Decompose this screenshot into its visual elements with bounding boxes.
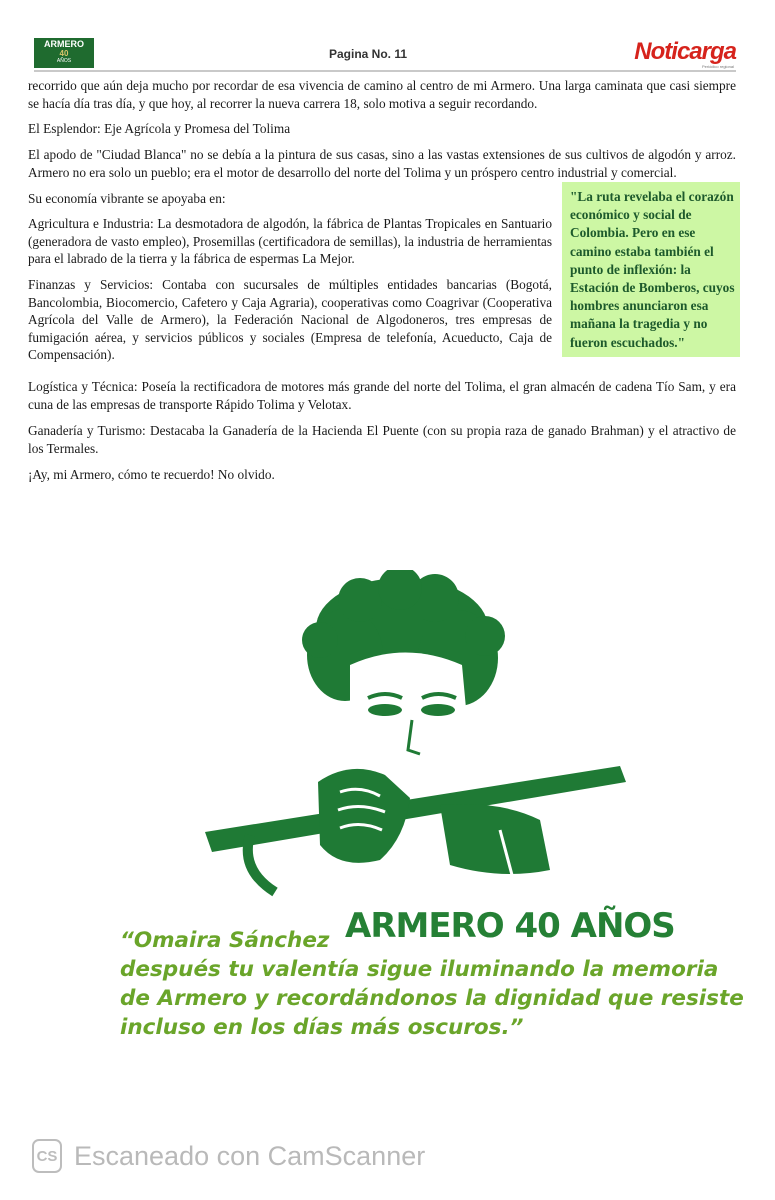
logo-line-3: AÑOS: [56, 58, 72, 64]
armero-40-logo: [34, 38, 94, 68]
section-heading: El Esplendor: Eje Agrícola y Promesa del Tolima: [28, 121, 291, 136]
camscanner-text: Escaneado con CamScanner: [74, 1140, 426, 1171]
article-paragraph-logistics: Logística y Técnica: Poseía la rectificadora de motores más grande del norte del Tolima, el gran almacén de cadena Tío Sam, y era cuna de las empresas de transporte Rápido Tolima y Velotax.: [28, 379, 736, 412]
article-paragraph-3: Su economía vibrante se apoyaba en:: [28, 191, 226, 206]
pull-quote-box: [562, 182, 740, 357]
article-paragraph-2: El apodo de "Ciudad Blanca" no se debía a la pintura de sus casas, sino a las vastas extensiones de sus cultivos de algodón y arroz. Armero no era solo un pueblo; era el motor de desarrollo del norte del Tolima y un próspero centro industrial y comercial.: [28, 147, 736, 180]
logo-line-2: 40: [59, 49, 69, 58]
masthead-subtitle: Periódico regional: [701, 64, 734, 69]
newspaper-masthead: Noticarga: [634, 38, 736, 65]
poster-quote-line-2: después tu valentía sigue iluminando la memoria: [120, 957, 719, 982]
omaira-illustration: [200, 570, 640, 900]
pull-quote-text: "La ruta revelaba el corazón económico y social de Colombia. Pero en ese camino estaba también el punto de inflexión: la Estación de Bomberos, cuyos hombres anunciaron esa mañana la tragedia y no fueron escuchados.": [570, 189, 735, 350]
camscanner-watermark: [32, 1138, 425, 1174]
page-number: Pagina No. 11: [329, 47, 408, 61]
poster-quote-line-3: de Armero y recordándonos la dignidad que resiste: [120, 986, 744, 1011]
article-paragraph-finance: Finanzas y Servicios: Contaba con sucursales de múltiples entidades bancarias (Bogotá, Bancolombia, Biocomercio, Cafetero y Caja Agraria), cooperativas como Coagrivar (Cooperativa Agrícola del Valle de Armero), la Federación Nacional de Algodoneros, tres empresas de fumigación aérea, y servicios públicos y sociales (Empresa de telefonía, Acueducto, Caja de Compensación).: [28, 277, 552, 362]
camscanner-icon: CS: [32, 1139, 62, 1173]
poster-quote-line-1: “Omaira Sánchez: [120, 928, 330, 953]
article-paragraph-livestock: Ganadería y Turismo: Destacaba la Ganadería de la Hacienda El Puente (con su propia raza de ganado Brahman) y el atractivo de los Termales.: [28, 423, 736, 456]
poster-quote-line-4: incluso en los días más oscuros.”: [120, 1015, 524, 1040]
page-header: [34, 38, 736, 72]
article-paragraph-1: recorrido que aún deja mucho por recordar de esa vivencia de camino al centro de mi Armero. Una larga caminata que casi siempre se hacía día tras día, y que hoy, al recorrer la nueva carrera 18, solo motiva a seguir recordando.: [28, 78, 736, 111]
article-closing-line: ¡Ay, mi Armero, cómo te recuerdo! No olvido.: [28, 467, 275, 482]
poster-title: ARMERO 40 AÑOS: [345, 906, 675, 946]
article-paragraph-agriculture: Agricultura e Industria: La desmotadora de algodón, la fábrica de Plantas Tropicales en Santuario (generadora de vasto empleo), Prosemillas (certificadora de semillas), la industria de herramientas para el labrado de la tierra y la fábrica de espermas La Mejor.: [28, 216, 552, 266]
logo-line-1: ARMERO: [44, 39, 84, 49]
